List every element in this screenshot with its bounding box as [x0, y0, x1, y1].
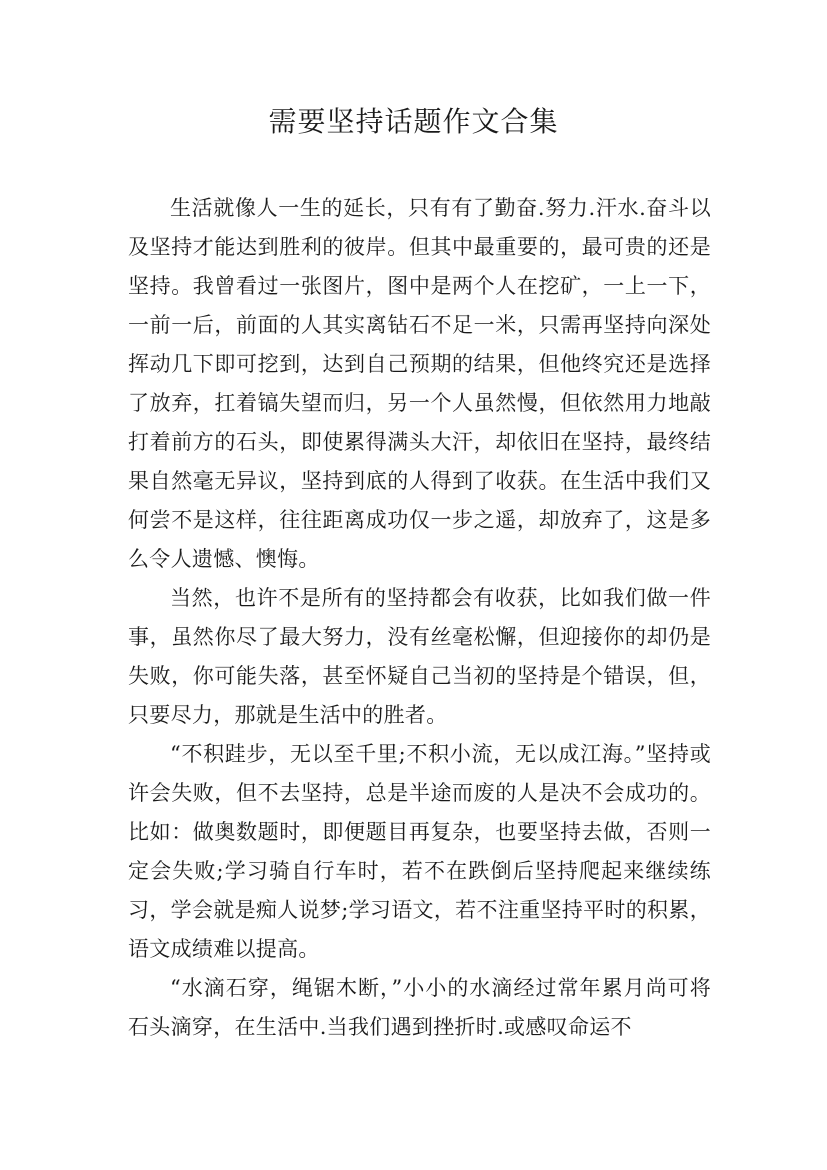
paragraph: “不积跬步，无以至千里;不积小流，无以成江海。”坚持或许会失败，但不去坚持，总是半途而废的人是决不会成功的。比如：做奥数题时，即便题目再复杂，也要坚持去做，否则一定会失败;学习骑自行车时，若不在跌倒后坚持爬起来继续练习，学会就是痴人说梦;学习语文，若不注重坚持平时的积累，语文成绩难以提高。: [128, 742, 711, 961]
document-body: [128, 189, 711, 1047]
paragraph: 当然，也许不是所有的坚持都会有收获，比如我们做一件事，虽然你尽了最大努力，没有丝毫松懈，但迎接你的却仍是失败，你可能失落，甚至怀疑自己当初的坚持是个错误，但，只要尽力，那就是生活中的胜者。: [128, 586, 711, 727]
paragraph: 生活就像人一生的延长，只有有了勤奋.努力.汗水.奋斗以及坚持才能达到胜利的彼岸。但其中最重要的，最可贵的还是坚持。我曾看过一张图片，图中是两个人在挖矿，一上一下，一前一后，前面的人其实离钻石不足一米，只需再坚持向深处挥动几下即可挖到，达到自己预期的结果，但他终究还是选择了放弃，扛着镐失望而归，另一个人虽然慢，但依然用力地敲打着前方的石头，即使累得满头大汗，却依旧在坚持，最终结果自然毫无异议，坚持到底的人得到了收获。在生活中我们又何尝不是这样，往往距离成功仅一步之遥，却放弃了，这是多么令人遗憾、懊悔。: [128, 196, 711, 571]
document-title: 需要坚持话题作文合集: [268, 105, 559, 138]
paragraph: “水滴石穿，绳锯木断，”小小的水滴经过常年累月尚可将石头滴穿，在生活中.当我们遇到挫折时.或感叹命运不: [128, 976, 711, 1039]
